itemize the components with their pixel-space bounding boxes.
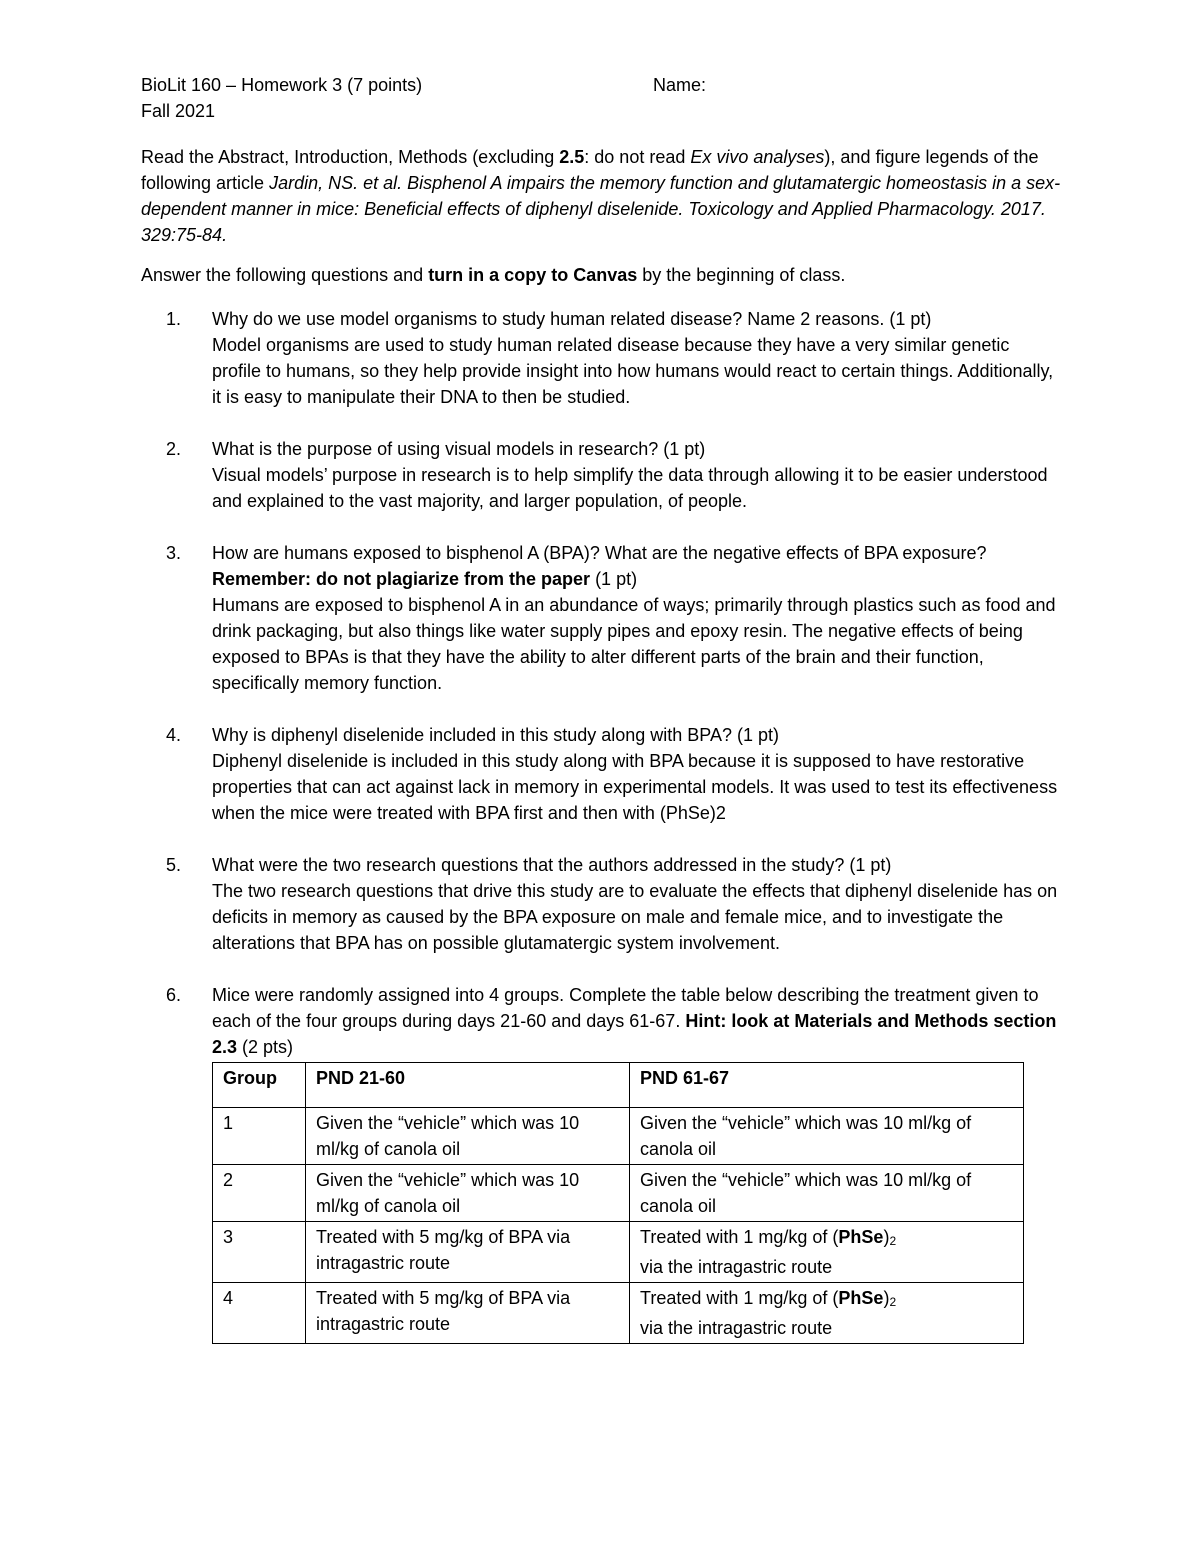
- cell-text: ): [883, 1288, 890, 1308]
- intro-text: Read the Abstract, Introduction, Methods (excluding: [141, 147, 560, 167]
- article-citation: Jardin, NS. et al. Bisphenol A impairs the memory function and glutamatergic homeostasis in a sex-dependent manner in mice: Beneficial effects of diphenyl diselenide. Toxicology and Applied Pharmacology. 2017. 329:75-84.: [141, 173, 1061, 245]
- cell-text: Treated with 1 mg/kg of (: [640, 1288, 839, 1308]
- question-text: [212, 982, 1061, 1060]
- table-row: [213, 1283, 1024, 1344]
- cell-pnd-21-60: Treated with 5 mg/kg of BPA via intragastric route: [306, 1283, 630, 1344]
- question-text-part: How are humans exposed to bisphenol A (BPA)? What are the negative effects of BPA exposure?: [212, 543, 987, 563]
- answer-text: Humans are exposed to bisphenol A in an abundance of ways; primarily through plastics such as food and drink packaging, but also things like water supply pipes and epoxy resin. The negative effects of being exposed to BPAs is that they have the ability to alter different parts of the brain and their function, specifically memory function.: [212, 595, 1056, 693]
- document-page: [141, 72, 1061, 1344]
- intro-paragraph: [141, 144, 1061, 248]
- cell-subscript: 2: [889, 1234, 897, 1248]
- question-number: 1.: [166, 309, 182, 329]
- question-hint: Hint: look at Materials and Methods section 2.3: [212, 1011, 1057, 1057]
- question-number: 5.: [166, 855, 182, 875]
- question-item: [141, 852, 1061, 956]
- cell-group: 2: [213, 1165, 306, 1222]
- table-row: [213, 1108, 1024, 1165]
- instructions-text: Answer the following questions and: [141, 265, 429, 285]
- term-label: Fall 2021: [141, 101, 216, 121]
- cell-compound: PhSe: [838, 1288, 884, 1308]
- cell-text: ): [883, 1227, 890, 1247]
- question-item: [141, 982, 1061, 1344]
- header-group: Group: [213, 1063, 306, 1108]
- cell-text: Treated with 1 mg/kg of (: [640, 1227, 839, 1247]
- question-list: [141, 306, 1061, 1344]
- instructions-paragraph: [141, 262, 1061, 288]
- table-header-row: [213, 1063, 1024, 1108]
- answer-text: The two research questions that drive this study are to evaluate the effects that diphenyl diselenide has on deficits in memory as caused by the BPA exposure on male and female mice, and to investigate the alterations that BPA has on possible glutamatergic system involvement.: [212, 881, 1058, 953]
- table-row: [213, 1165, 1024, 1222]
- cell-pnd-21-60: Given the “vehicle” which was 10 ml/kg of canola oil: [306, 1165, 630, 1222]
- intro-text: : do not read: [584, 147, 691, 167]
- cell-group: 1: [213, 1108, 306, 1165]
- cell-subscript: 2: [889, 1295, 897, 1309]
- cell-pnd-61-67: Given the “vehicle” which was 10 ml/kg of canola oil: [630, 1108, 1024, 1165]
- answer-text: Diphenyl diselenide is included in this study along with BPA because it is supposed to have restorative properties that can act against lack in memory in experimental models. It was used to test its effectiveness when the mice were treated with BPA first and then with (PhSe)2: [212, 751, 1058, 823]
- cell-compound: PhSe: [838, 1227, 884, 1247]
- cell-pnd-21-60: Treated with 5 mg/kg of BPA via intragastric route: [306, 1222, 630, 1283]
- document-header: [141, 72, 1061, 98]
- question-text: What is the purpose of using visual models in research? (1 pt): [212, 439, 706, 459]
- cell-group: 3: [213, 1222, 306, 1283]
- header-pnd-61-67: PND 61-67: [630, 1063, 1024, 1108]
- intro-section-ref: 2.5: [559, 147, 585, 167]
- question-text: Why do we use model organisms to study human related disease? Name 2 reasons. (1 pt): [212, 309, 932, 329]
- answer-text: Visual models’ purpose in research is to help simplify the data through allowing it to be easier understood and explained to the vast majority, and larger population, of people.: [212, 465, 1048, 511]
- assignment-title: BioLit 160 – Homework 3 (7 points): [141, 75, 423, 95]
- cell-pnd-21-60: Given the “vehicle” which was 10 ml/kg of canola oil: [306, 1108, 630, 1165]
- question-points: (2 pts): [237, 1037, 294, 1057]
- question-item: [141, 540, 1061, 696]
- cell-group: 4: [213, 1283, 306, 1344]
- instructions-emphasis: turn in a copy to Canvas: [428, 265, 638, 285]
- question-number: 2.: [166, 439, 182, 459]
- treatment-table: [212, 1062, 1024, 1344]
- name-label: Name:: [653, 75, 707, 95]
- question-item: [141, 436, 1061, 514]
- question-text: What were the two research questions that the authors addressed in the study? (1 pt): [212, 855, 892, 875]
- question-text: [212, 540, 1061, 592]
- question-emphasis: Remember: do not plagiarize from the paper: [212, 569, 591, 589]
- question-number: 3.: [166, 543, 182, 563]
- answer-text: Model organisms are used to study human related disease because they have a very similar genetic profile to humans, so they help provide insight into how humans would react to certain things. Additionally, it is easy to manipulate their DNA to then be studied.: [212, 335, 1054, 407]
- cell-text: via the intragastric route: [640, 1318, 833, 1338]
- cell-pnd-61-67: [630, 1283, 1024, 1344]
- intro-text: ), and figure legends of the following article: [141, 147, 1039, 193]
- intro-excluded-section: Ex vivo analyses: [690, 147, 825, 167]
- question-text-part: Mice were randomly assigned into 4 groups. Complete the table below describing the treatment given to each of the four groups during days 21-60 and days 61-67.: [212, 985, 1039, 1031]
- question-text: Why is diphenyl diselenide included in this study along with BPA? (1 pt): [212, 725, 779, 745]
- question-item: [141, 306, 1061, 410]
- table-row: [213, 1222, 1024, 1283]
- cell-pnd-61-67: Given the “vehicle” which was 10 ml/kg of canola oil: [630, 1165, 1024, 1222]
- cell-pnd-61-67: [630, 1222, 1024, 1283]
- question-number: 6.: [166, 985, 182, 1005]
- header-pnd-21-60: PND 21-60: [306, 1063, 630, 1108]
- instructions-text: by the beginning of class.: [637, 265, 846, 285]
- question-number: 4.: [166, 725, 182, 745]
- question-points: (1 pt): [590, 569, 638, 589]
- question-item: [141, 722, 1061, 826]
- cell-text: via the intragastric route: [640, 1257, 833, 1277]
